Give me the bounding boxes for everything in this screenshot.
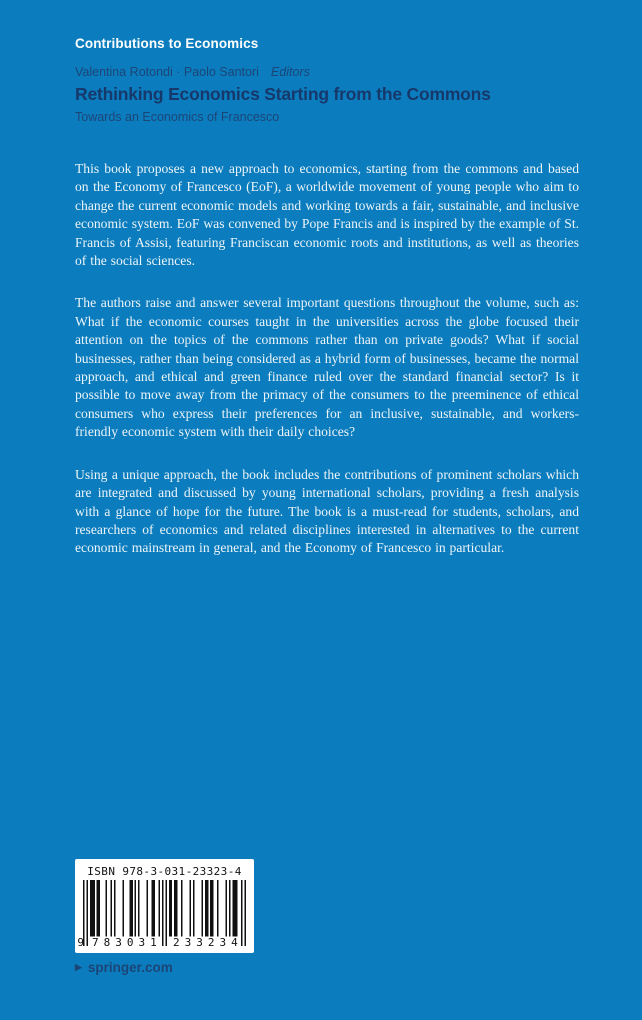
barcode-human-digits [75,936,254,950]
arrow-right-icon: ▶ [75,962,82,972]
barcode-first-digit: 9 [77,936,84,949]
back-cover-blurb [75,160,579,582]
barcode-digits-left: 783031 [92,936,162,949]
editors-line [75,65,585,79]
series-title: Contributions to Economics [75,36,259,51]
editor-names: Valentina Rotondi · Paolo Santori [75,65,259,79]
masthead [75,36,585,124]
book-subtitle: Towards an Economics of Francesco [75,109,280,124]
barcode-digits-right: 233234 [173,936,243,949]
blurb-paragraph: Using a unique approach, the book includes the contributions of prominent scholars which are integrated and discussed by young international scholars, providing a fresh analysis with a glance of hope for the future. The book is a must-read for students, scholars, and researchers of economics and related disciplines interested in alternatives to the current economic mainstream in general, and the Economy of Francesco in particular. [75,466,579,556]
springer-footer [75,960,173,975]
isbn-label: ISBN 978-3-031-23323-4 [87,865,242,878]
blurb-paragraph: This book proposes a new approach to economics, starting from the commons and based on the Economy of Francesco (EoF), a worldwide movement of young people who aim to change the current economic models and working towards a fair, sustainable, and inclusive economic system. EoF was convened by Pope Francis and is inspired by the example of St. Francis of Assisi, featuring Franciscan economic roots and institutions, as well as theories of the social sciences. [75,161,579,269]
isbn-barcode-panel [75,859,254,953]
editors-label: Editors [270,65,310,79]
blurb-paragraph: The authors raise and answer several important questions throughout the volume, such as: What if the economic courses taught in the universities across the globe focused their attention on the topics of the commons rather than on private goods? What if social businesses, rather than being considered as a hybrid form of businesses, became the normal approach, and ethical and green finance ruled over the standard financial sector? Is it possible to move away from the primacy of the consumers to the preeminence of ethical consumers who express their preferences for an inclusive, sustainable, and workers-friendly economic system with their daily choices? [75,295,579,440]
springer-url: springer.com [87,960,173,975]
book-title: Rethinking Economics Starting from the Commons [75,84,491,104]
